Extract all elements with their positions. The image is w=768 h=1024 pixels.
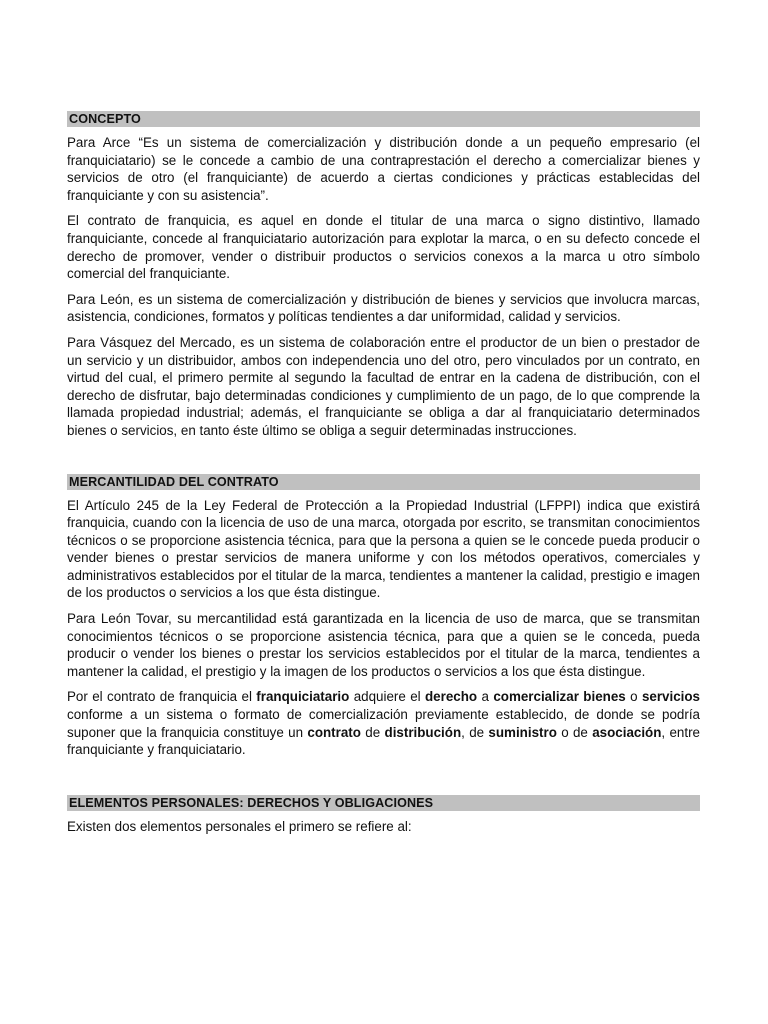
paragraph-vasquez: Para Vásquez del Mercado, es un sistema de colaboración entre el productor de un bien o prestador de un servicio y un distribuidor, ambos con independencia uno del otro, pero vinculados por un contrato, en virtud del cual, el primero permite al segundo la facultad de entrar en la cadena de distribución, con el derecho de disfrutar, bajo determinadas condiciones y cumplimiento de un pago, de lo que comprende la llamada propiedad industrial; además, el franquiciante se obliga a dar al franquiciatario determinados bienes o servicios, en tanto éste último se obliga a seguir determinadas instrucciones. bbox=[67, 334, 700, 438]
text-run: de bbox=[360, 724, 385, 740]
text-run: a bbox=[477, 689, 494, 705]
text-run: adquiere el bbox=[349, 689, 425, 705]
bold-term-comercializar-bienes: comercializar bienes bbox=[493, 689, 626, 705]
bold-term-derecho: derecho bbox=[425, 689, 478, 705]
paragraph-leon-tovar: Para León Tovar, su mercantilidad está garantizada en la licencia de uso de marca, que se transmitan conocimientos técnicos o se proporcione asistencia técnica, para que a quien se le conceda, pueda producir o vender los bienes o prestar los servicios establecidos por el titular de la marca, tendientes a mantener la calidad, el prestigio y la imagen de los productos o servicios a los que ésta distingue. bbox=[67, 611, 700, 679]
paragraph-leon: Para León, es un sistema de comercialización y distribución de bienes y servicios que involucra marcas, asistencia, condiciones, formatos y políticas tendientes a dar uniformidad, calidad y servicios. bbox=[67, 291, 700, 325]
section-heading-mercantilidad: MERCANTILIDAD DEL CONTRATO bbox=[67, 474, 700, 490]
paragraph-elementos-intro: Existen dos elementos personales el primero se refiere al: bbox=[67, 818, 412, 834]
section-spacer bbox=[67, 448, 700, 474]
text-run: o bbox=[625, 689, 642, 705]
bold-term-contrato: contrato bbox=[307, 724, 361, 740]
paragraph-arce: Para Arce “Es un sistema de comercialización y distribución donde a un pequeño empresario (el franquiciatario) se le concede a cambio de una contraprestación el derecho a comercializar bienes y servicios de otro (el franquiciante) de acuerdo a ciertas condiciones y prácticas establecidas del franquiciante y con su asistencia”. bbox=[67, 135, 700, 203]
document-page bbox=[67, 111, 700, 843]
bold-term-suministro: suministro bbox=[488, 724, 557, 740]
section-heading-concepto: CONCEPTO bbox=[67, 111, 700, 127]
bold-term-servicios: servicios bbox=[641, 689, 701, 705]
section-heading-elementos: ELEMENTOS PERSONALES: DERECHOS Y OBLIGACIONES bbox=[67, 795, 700, 811]
section-spacer bbox=[67, 767, 700, 795]
text-run: conforme a un sistema o formato de comercialización previamente establecido, de donde se podría suponer que la franquicia constituye un bbox=[67, 707, 700, 740]
bold-term-asociacion: asociación bbox=[592, 724, 662, 740]
bold-term-franquiciatario: franquiciatario bbox=[256, 689, 350, 705]
paragraph-articulo-245: El Artículo 245 de la Ley Federal de Protección a la Propiedad Industrial (LFPPI) indica que existirá franquicia, cuando con la licencia de uso de una marca, otorgada por escrito, se transmitan conocimientos técnicos o se proporcione asistencia técnica, para que la persona a quien se le concede pueda producir o vender bienes o prestar servicios de manera uniforme y con los métodos operativos, comerciales y administrativos establecidos por el titular de la marca, tendientes a mantener la calidad, prestigio e imagen de los productos o servicios a los que ésta distingue. bbox=[67, 497, 700, 601]
bold-term-distribucion: distribución bbox=[384, 724, 462, 740]
text-run: , entre franquiciante y franquiciatario. bbox=[67, 724, 700, 758]
text-run: o de bbox=[556, 724, 593, 740]
paragraph-contrato-bold-terms bbox=[67, 688, 700, 758]
paragraph-contrato-franquicia: El contrato de franquicia, es aquel en donde el titular de una marca o signo distintivo, llamado franquiciante, concede al franquiciatario autorización para explotar la marca, o en su defecto concede el derecho de promover, vender o distribuir productos o servicios conexos a la marca u otro símbolo comercial del franquiciante. bbox=[67, 213, 700, 282]
text-run: Por el contrato de franquicia el bbox=[67, 689, 257, 705]
text-run: , de bbox=[461, 724, 489, 740]
